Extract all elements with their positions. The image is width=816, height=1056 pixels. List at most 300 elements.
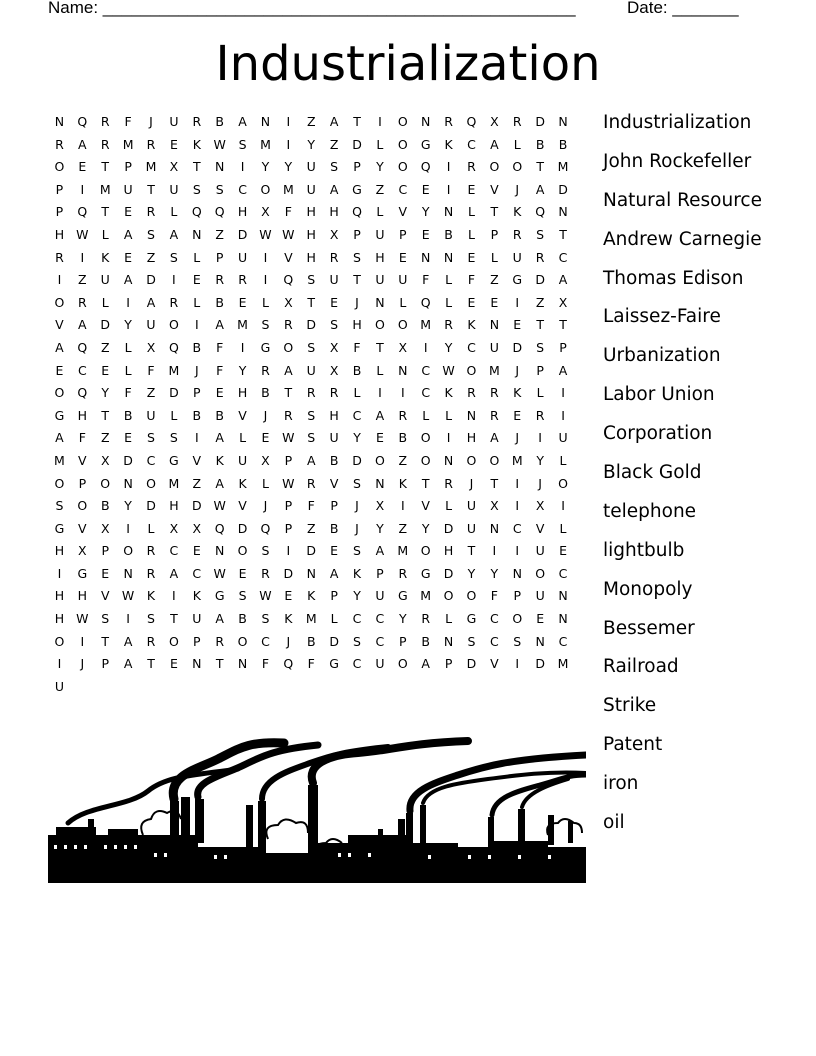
grid-letter: I <box>172 588 176 604</box>
grid-letter: D <box>466 656 477 672</box>
grid-letter: H <box>77 588 88 604</box>
grid-letter: W <box>282 226 295 242</box>
grid-letter: Y <box>467 565 476 581</box>
grid-letter: P <box>490 226 499 242</box>
grid-letter: C <box>467 136 476 152</box>
grid-letter: B <box>558 136 568 152</box>
grid-letter: W <box>213 565 226 581</box>
grid-letter: Y <box>238 362 247 378</box>
grid-letter: I <box>194 430 199 446</box>
grid-letter: R <box>146 543 156 559</box>
grid-letter: W <box>282 430 295 446</box>
grid-letter: R <box>467 385 476 401</box>
word-list-item: Bessemer <box>603 617 695 639</box>
grid-letter: R <box>444 475 453 491</box>
grid-letter: L <box>261 294 269 310</box>
grid-letter: O <box>420 452 431 468</box>
grid-letter: E <box>421 181 430 197</box>
grid-letter: A <box>55 430 64 446</box>
grid-letter: K <box>444 136 453 152</box>
grid-letter: W <box>76 226 89 242</box>
grid-letter: L <box>445 272 453 288</box>
grid-letter: R <box>100 114 110 129</box>
grid-letter: Q <box>283 656 294 672</box>
grid-letter: E <box>284 588 293 604</box>
grid-letter: N <box>192 226 202 242</box>
grid-letter: S <box>513 633 522 649</box>
grid-letter: Q <box>191 204 202 220</box>
grid-letter: U <box>329 430 339 446</box>
grid-letter: E <box>490 294 499 310</box>
grid-letter: O <box>420 543 431 559</box>
grid-letter: I <box>80 249 85 265</box>
grid-letter: F <box>307 656 315 672</box>
grid-letter: T <box>307 294 316 310</box>
grid-letter: Y <box>444 339 453 355</box>
grid-letter: O <box>54 159 65 175</box>
grid-letter: Q <box>77 204 88 220</box>
grid-letter: O <box>558 475 568 491</box>
grid-letter: Q <box>214 204 225 220</box>
grid-letter: C <box>375 611 385 627</box>
grid-letter: J <box>515 181 520 197</box>
grid-letter: P <box>124 159 132 175</box>
grid-letter: K <box>398 475 407 491</box>
grid-letter: N <box>421 249 431 265</box>
grid-letter: O <box>54 475 65 491</box>
grid-letter: T <box>490 475 499 491</box>
grid-letter: P <box>399 633 407 649</box>
word-list-item: Laissez-Faire <box>603 306 721 328</box>
grid-letter: Z <box>215 226 224 242</box>
grid-letter: R <box>306 475 316 491</box>
grid-letter: F <box>216 362 224 378</box>
grid-letter: G <box>54 520 65 536</box>
grid-letter: G <box>77 565 88 581</box>
grid-letter: U <box>306 181 316 197</box>
grid-letter: X <box>261 204 270 220</box>
grid-letter: S <box>215 181 224 197</box>
grid-letter: V <box>192 452 202 468</box>
grid-letter: F <box>467 272 476 288</box>
grid-letter: I <box>263 249 268 265</box>
grid-letter: X <box>535 498 545 514</box>
grid-letter: R <box>398 407 408 423</box>
grid-letter: K <box>192 136 201 152</box>
grid-letter: P <box>193 385 201 401</box>
grid-letter: P <box>284 520 293 536</box>
grid-letter: W <box>121 588 135 604</box>
grid-letter: U <box>192 611 202 627</box>
grid-letter: M <box>420 588 432 604</box>
grid-letter: B <box>192 339 202 355</box>
grid-letter: F <box>490 588 498 604</box>
grid-letter: D <box>443 565 454 581</box>
grid-letter: B <box>329 452 339 468</box>
grid-letter: T <box>467 543 476 559</box>
grid-letter: V <box>490 181 499 197</box>
grid-letter: I <box>446 181 451 197</box>
grid-letter: O <box>168 633 179 649</box>
grid-letter: S <box>147 226 155 242</box>
grid-letter: E <box>536 611 545 627</box>
grid-letter: P <box>376 565 384 581</box>
grid-letter: U <box>100 272 110 288</box>
grid-letter: P <box>215 249 224 265</box>
grid-letter: N <box>306 565 316 581</box>
grid-letter: O <box>466 362 477 378</box>
grid-letter: N <box>398 362 408 378</box>
grid-letter: M <box>122 136 134 152</box>
grid-letter: O <box>374 317 385 333</box>
grid-letter: Y <box>421 204 430 220</box>
grid-letter: G <box>466 611 477 627</box>
grid-letter: M <box>168 362 180 378</box>
grid-letter: I <box>515 656 520 672</box>
factory-skyline-illustration <box>48 735 586 883</box>
grid-letter: P <box>399 226 407 242</box>
grid-letter: D <box>283 565 294 581</box>
grid-letter: H <box>306 226 316 242</box>
grid-letter: S <box>536 226 545 242</box>
grid-letter: G <box>397 588 408 604</box>
grid-letter: Q <box>420 294 431 310</box>
grid-letter: D <box>512 339 523 355</box>
grid-letter: M <box>99 181 111 197</box>
grid-letter: H <box>352 317 362 333</box>
grid-letter: P <box>353 159 361 175</box>
grid-letter: T <box>147 181 155 197</box>
grid-letter: N <box>215 159 225 175</box>
grid-letter: H <box>466 430 477 446</box>
grid-letter: R <box>261 362 270 378</box>
grid-letter: U <box>375 226 385 242</box>
grid-letter: X <box>329 339 339 355</box>
grid-letter: I <box>446 159 451 175</box>
grid-letter: Y <box>376 520 384 536</box>
grid-letter: N <box>237 656 248 672</box>
word-list-item: Railroad <box>603 656 679 678</box>
grid-letter: L <box>513 136 521 152</box>
grid-letter: E <box>238 294 247 310</box>
word-list-item: iron <box>603 773 639 795</box>
grid-letter: A <box>123 633 133 649</box>
grid-letter: V <box>535 520 545 536</box>
grid-letter: W <box>259 588 272 604</box>
grid-letter: H <box>329 407 339 423</box>
grid-letter: C <box>558 565 568 581</box>
grid-letter: W <box>282 475 295 491</box>
grid-letter: V <box>238 407 247 423</box>
grid-letter: A <box>306 452 316 468</box>
grid-letter: A <box>490 136 499 152</box>
grid-letter: U <box>169 181 179 197</box>
grid-letter: J <box>263 407 268 423</box>
grid-letter: H <box>237 204 248 220</box>
grid-letter: G <box>420 565 431 581</box>
grid-letter: R <box>306 385 316 401</box>
grid-letter: U <box>123 181 133 197</box>
grid-letter: E <box>330 294 339 310</box>
grid-letter: A <box>123 272 133 288</box>
grid-letter: D <box>352 452 362 468</box>
grid-letter: L <box>330 611 338 627</box>
grid-letter: G <box>169 452 179 468</box>
grid-letter: L <box>376 204 384 220</box>
grid-letter: K <box>101 249 110 265</box>
grid-letter: M <box>54 452 65 468</box>
grid-letter: E <box>467 294 476 310</box>
grid-letter: A <box>284 362 293 378</box>
grid-letter: O <box>397 159 408 175</box>
grid-letter: D <box>191 498 202 514</box>
grid-letter: P <box>55 181 64 197</box>
grid-letter: S <box>192 181 201 197</box>
grid-letter: M <box>282 181 294 197</box>
grid-letter: T <box>421 475 430 491</box>
grid-letter: Y <box>536 452 544 468</box>
grid-letter: B <box>261 385 270 401</box>
grid-letter: N <box>375 294 385 310</box>
grid-letter: A <box>169 565 179 581</box>
grid-letter: C <box>352 611 362 627</box>
grid-letter: R <box>284 317 293 333</box>
grid-letter: I <box>286 114 291 129</box>
word-list-item: Strike <box>603 695 657 717</box>
grid-letter: V <box>238 498 247 514</box>
grid-letter: V <box>490 656 499 672</box>
word-list-item: Corporation <box>603 423 713 445</box>
grid-letter: A <box>490 430 499 446</box>
grid-letter: A <box>421 656 430 672</box>
grid-letter: R <box>467 159 476 175</box>
grid-letter: O <box>77 498 88 514</box>
grid-letter: U <box>375 272 385 288</box>
grid-letter: V <box>100 588 110 604</box>
grid-letter: I <box>240 339 245 355</box>
grid-letter: B <box>100 498 110 514</box>
grid-letter: J <box>194 362 199 378</box>
grid-letter: D <box>535 114 545 129</box>
grid-letter: H <box>306 204 316 220</box>
grid-letter: C <box>352 656 362 672</box>
grid-letter: Y <box>261 159 270 175</box>
grid-letter: A <box>169 226 179 242</box>
grid-letter: O <box>397 114 408 129</box>
grid-letter: B <box>215 294 224 310</box>
grid-letter: M <box>237 317 248 333</box>
grid-letter: F <box>261 656 270 672</box>
grid-letter: T <box>490 204 499 220</box>
grid-letter: K <box>146 588 156 604</box>
grid-letter: B <box>329 520 339 536</box>
grid-letter: A <box>329 565 339 581</box>
grid-letter: L <box>490 249 498 265</box>
grid-letter: S <box>353 633 361 649</box>
grid-letter: M <box>305 611 317 627</box>
grid-letter: E <box>238 565 247 581</box>
grid-letter: D <box>535 656 545 672</box>
grid-letter: Z <box>306 114 316 129</box>
grid-letter: H <box>54 588 65 604</box>
grid-letter: C <box>558 633 568 649</box>
grid-letter: O <box>535 565 546 581</box>
grid-letter: J <box>515 430 520 446</box>
grid-letter: H <box>54 226 65 242</box>
grid-letter: L <box>467 226 475 242</box>
grid-letter: U <box>558 430 568 446</box>
grid-letter: P <box>330 498 338 514</box>
grid-letter: L <box>376 136 384 152</box>
grid-letter: A <box>329 181 339 197</box>
grid-letter: S <box>307 407 316 423</box>
grid-letter: I <box>126 611 130 627</box>
grid-letter: O <box>443 588 454 604</box>
word-list-item: Monopoly <box>603 578 693 600</box>
grid-letter: C <box>467 339 476 355</box>
grid-letter: E <box>55 362 64 378</box>
grid-letter: D <box>443 520 454 536</box>
grid-letter: A <box>215 430 224 446</box>
grid-letter: C <box>490 611 499 627</box>
grid-letter: A <box>535 181 545 197</box>
grid-letter: C <box>169 543 179 559</box>
grid-letter: X <box>398 339 408 355</box>
grid-letter: N <box>489 520 500 536</box>
grid-letter: S <box>101 611 110 627</box>
grid-letter: U <box>237 249 248 265</box>
grid-letter: O <box>168 317 179 333</box>
grid-letter: T <box>147 656 155 672</box>
grid-letter: G <box>352 181 362 197</box>
grid-letter: Z <box>192 475 202 491</box>
grid-letter: F <box>307 498 315 514</box>
grid-letter: B <box>215 114 224 129</box>
grid-letter: N <box>443 204 454 220</box>
grid-letter: S <box>261 543 270 559</box>
grid-letter: R <box>444 114 453 129</box>
grid-letter: J <box>515 362 520 378</box>
grid-letter: O <box>512 159 523 175</box>
grid-letter: T <box>101 204 110 220</box>
grid-letter: K <box>513 204 522 220</box>
grid-letter: E <box>330 543 339 559</box>
grid-letter: X <box>100 452 110 468</box>
grid-letter: G <box>512 272 523 288</box>
grid-letter: U <box>535 588 545 604</box>
grid-letter: V <box>421 498 430 514</box>
grid-letter: K <box>215 452 224 468</box>
grid-letter: T <box>101 159 110 175</box>
grid-letter: A <box>215 475 224 491</box>
grid-letter: E <box>467 181 476 197</box>
grid-letter: A <box>55 339 64 355</box>
grid-letter: A <box>123 226 133 242</box>
word-list-item: Black Gold <box>603 462 702 484</box>
grid-letter: U <box>466 498 477 514</box>
grid-letter: B <box>238 611 247 627</box>
grid-letter: O <box>54 633 65 649</box>
grid-letter: N <box>512 565 522 581</box>
grid-letter: S <box>353 543 361 559</box>
grid-letter: U <box>398 272 408 288</box>
grid-letter: E <box>124 430 133 446</box>
grid-letter: T <box>536 317 544 333</box>
grid-letter: N <box>421 114 431 129</box>
grid-letter: E <box>192 543 201 559</box>
grid-letter: J <box>263 498 268 514</box>
grid-letter: P <box>101 656 109 672</box>
grid-letter: E <box>169 656 178 672</box>
grid-letter: G <box>214 588 225 604</box>
grid-letter: O <box>489 159 500 175</box>
grid-letter: K <box>307 588 316 604</box>
grid-letter: P <box>55 204 64 220</box>
grid-letter: I <box>194 317 199 333</box>
grid-letter: S <box>169 249 178 265</box>
grid-letter: N <box>535 633 545 649</box>
grid-letter: L <box>170 407 178 423</box>
grid-letter: V <box>55 317 64 333</box>
grid-letter: P <box>353 226 361 242</box>
grid-letter: U <box>146 407 156 423</box>
grid-letter: S <box>261 611 270 627</box>
grid-letter: Q <box>77 385 88 401</box>
grid-letter: L <box>170 204 178 220</box>
grid-letter: P <box>78 475 87 491</box>
grid-letter: A <box>329 114 339 129</box>
grid-letter: S <box>307 430 316 446</box>
grid-letter: Z <box>100 339 110 355</box>
grid-letter: K <box>238 475 247 491</box>
grid-letter: E <box>375 430 384 446</box>
grid-letter: F <box>216 339 224 355</box>
grid-letter: I <box>378 114 382 129</box>
grid-letter: S <box>169 430 178 446</box>
grid-letter: I <box>378 385 382 401</box>
grid-letter: X <box>100 520 110 536</box>
grid-letter: D <box>146 498 156 514</box>
grid-letter: C <box>558 249 568 265</box>
grid-letter: A <box>78 317 87 333</box>
grid-letter: O <box>397 136 408 152</box>
grid-letter: K <box>192 588 201 604</box>
grid-letter: K <box>467 317 476 333</box>
grid-letter: G <box>329 656 339 672</box>
grid-letter: I <box>286 543 291 559</box>
grid-letter: B <box>123 407 133 423</box>
grid-letter: E <box>513 317 522 333</box>
grid-letter: I <box>492 543 497 559</box>
grid-letter: W <box>76 611 89 627</box>
grid-letter: Q <box>77 339 88 355</box>
grid-letter: R <box>169 294 179 310</box>
grid-letter: R <box>261 565 270 581</box>
grid-letter: L <box>445 294 453 310</box>
grid-letter: D <box>352 136 362 152</box>
grid-letter: L <box>261 475 269 491</box>
grid-letter: S <box>238 136 247 152</box>
grid-letter: S <box>261 317 270 333</box>
grid-letter: E <box>124 204 133 220</box>
grid-letter: I <box>561 498 565 514</box>
grid-letter: P <box>559 339 567 355</box>
grid-letter: M <box>145 159 157 175</box>
grid-letter: E <box>78 159 87 175</box>
grid-letter: H <box>169 498 179 514</box>
grid-letter: S <box>238 588 247 604</box>
grid-letter: O <box>397 317 408 333</box>
